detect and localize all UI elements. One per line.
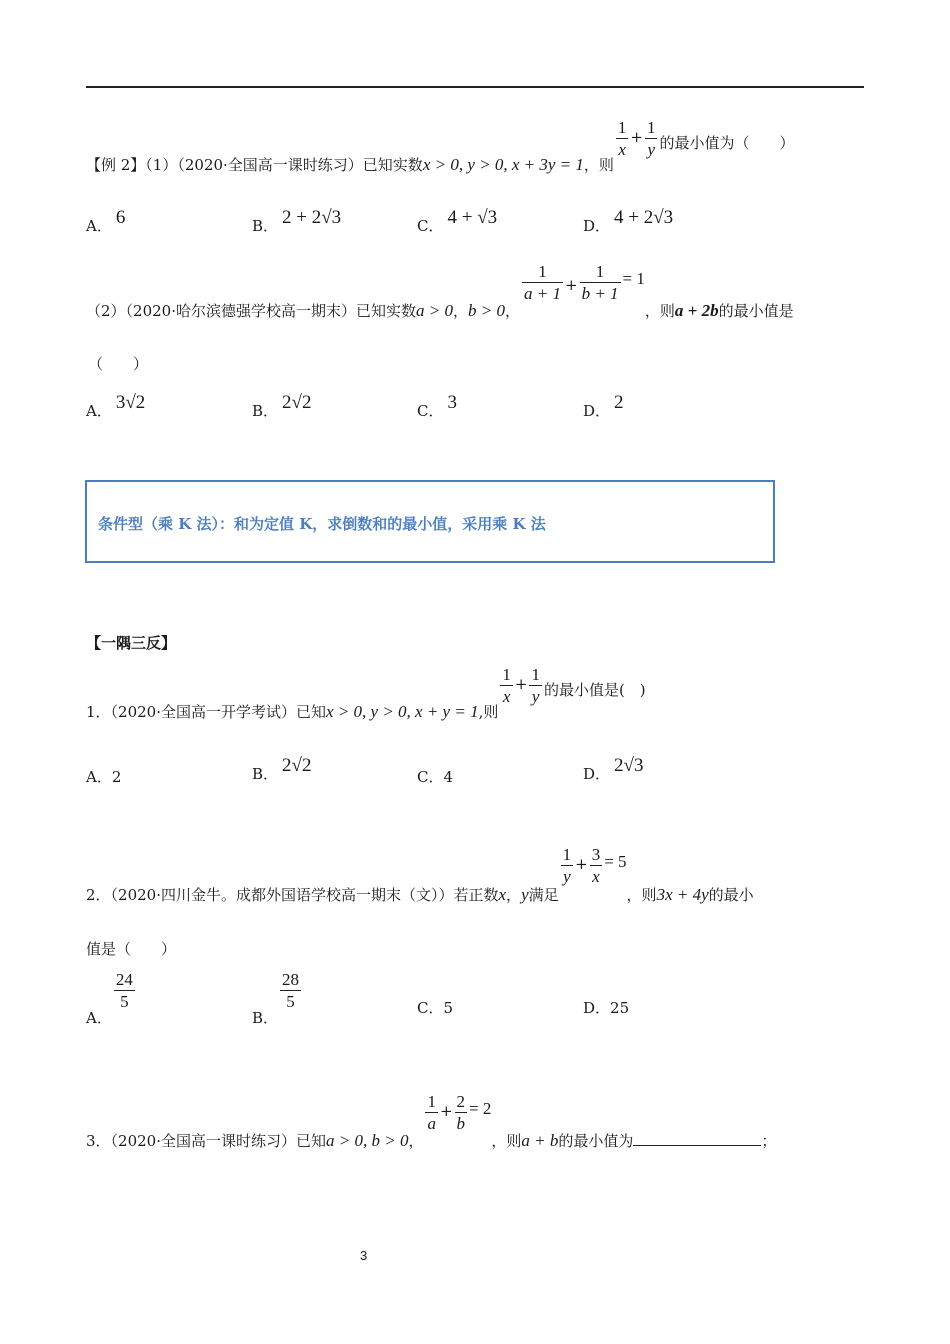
q3-equals-2: = 2 — [469, 1098, 492, 1118]
q2-y: y — [521, 884, 529, 904]
method-callout-text: 条件型（乘 K 法）：和为定值 K，求倒数和的最小值，采用乘 K 法 — [98, 515, 546, 533]
option-b-2: B． 2√2 — [252, 392, 312, 420]
q2-then: ，则 — [626, 885, 657, 904]
equals-1: = 1 — [622, 268, 645, 288]
q2-label: 2．（2020·四川金牛。成都外国语学校高一期末（文））若正数 — [86, 885, 499, 904]
q3-then: ，则 — [491, 1131, 522, 1150]
q3-end: ； — [761, 1131, 777, 1150]
fraction-1-over-b-plus-1: $\frac{1}{b + 1}$ — [581, 262, 619, 303]
q2-fraction-1-over-y: $\frac{1}{y}$ — [562, 845, 572, 886]
tail-text: 的最小值是 — [718, 301, 794, 320]
question-1: 1．（2020·全国高一开学考试）已知x > 0, y > 0, x + y = 1,则 $\frac{1}{x}$ + $\frac{1}{y}$ 的最小值是( ) — [86, 665, 646, 721]
q1-option-d: D． 2√3 — [583, 755, 644, 783]
q2-fraction-3-over-x: $\frac{3}{x}$ — [591, 845, 601, 886]
example2-part1: 【例 2】（1）（2020·全国高一课时练习）已知实数x > 0, y > 0, x + 3y = 1，则 $\frac{1}{x}$ + $\frac{1}{y}$ 的最小值为（ ） — [86, 118, 795, 174]
then-text: ，则 — [644, 301, 675, 320]
answer-paren: （ ） — [88, 355, 149, 373]
option-c: C． 4 + √3 — [417, 207, 498, 235]
answer-blank[interactable] — [633, 1131, 761, 1146]
q3-fraction-2-over-b: $\frac{2}{b}$ — [456, 1092, 466, 1133]
example2-label: 【例 2】（1）（2020·全国高一课时练习）已知实数 — [86, 155, 423, 174]
option-a-2: A． 3√2 — [86, 392, 146, 420]
q1-label: 1．（2020·全国高一开学考试）已知 — [86, 702, 326, 721]
header-rule — [86, 86, 864, 88]
target-expr: a + 2b — [674, 300, 719, 320]
page-number: 3 — [360, 1248, 368, 1263]
fraction-1-over-x: $\frac{1}{x}$ — [617, 118, 627, 159]
q1-option-a: A．2 — [86, 768, 122, 786]
q2-option-a: A． $\frac{24}{5}$ — [86, 970, 133, 1027]
q1-option-c: C．4 — [417, 768, 454, 786]
q1-option-b: B． 2√2 — [252, 755, 312, 783]
q2-option-c: C．5 — [417, 999, 454, 1017]
question-2: 2．（2020·四川金牛。成都外国语学校高一期末（文））若正数x，y满足 $\frac{1}{y}$ + $\frac{3}{x}$ = 5，则3x + 4y的最小 — [86, 845, 754, 904]
q2-option-b: B． $\frac{28}{5}$ — [252, 970, 300, 1027]
q1-tail: 的最小值是( ) — [543, 680, 646, 699]
question-3: 3．（2020·全国高一课时练习）已知a > 0, b > 0， $\frac{1}{a}$ + $\frac{2}{b}$ = 2，则a + b的最小值为 ； — [86, 1092, 777, 1150]
fraction-1-over-a-plus-1: $\frac{1}{a + 1}$ — [524, 262, 561, 303]
q3-label: 3．（2020·全国高一课时练习）已知 — [86, 1131, 326, 1150]
q3-fraction-1-over-a: $\frac{1}{a}$ — [427, 1092, 436, 1133]
q2-option-d: D．25 — [583, 999, 630, 1017]
q2-tail: 的最小 — [708, 885, 754, 904]
text-tail: 的最小值为（ ） — [659, 133, 795, 152]
q1-fraction-1-over-x: $\frac{1}{x}$ — [502, 665, 511, 706]
practice-title: 【一隅三反】 — [86, 634, 177, 652]
option-d-2: D． 2 — [583, 392, 624, 420]
q3-cond: a > 0, b > 0 — [326, 1130, 409, 1150]
option-b: B． 2 + 2√3 — [252, 207, 342, 235]
q2-expr: 3x + 4y — [656, 884, 709, 904]
part2-label: （2）（2020·哈尔滨德强学校高一期末）已知实数 — [86, 301, 416, 320]
fraction-1-over-y: $\frac{1}{y}$ — [646, 118, 656, 159]
q2-equals-5: = 5 — [604, 851, 627, 871]
cond-a: a > 0 — [416, 300, 453, 320]
q2-satisfies: 满足 — [528, 885, 559, 904]
q3-expr: a + b — [521, 1130, 559, 1150]
cond-b: b > 0 — [468, 300, 505, 320]
q3-tail: 的最小值为 — [558, 1131, 634, 1150]
option-c-2: C． 3 — [417, 392, 457, 420]
q1-then: ,则 — [478, 702, 499, 721]
q1-cond: x > 0, y > 0, x + y = 1 — [326, 701, 479, 721]
q1-fraction-1-over-y: $\frac{1}{y}$ — [531, 665, 540, 706]
q2-line2: 值是（ ） — [86, 940, 177, 958]
q2-x: x — [498, 884, 507, 904]
option-d: D． 4 + 2√3 — [583, 207, 674, 235]
option-a: A． 6 — [86, 207, 126, 235]
example2-part2: （2）（2020·哈尔滨德强学校高一期末）已知实数a > 0，b > 0， $\frac{1}{a + 1}$ + $\frac{1}{b + 1}$ = 1，则a + 2b的最小值是 — [86, 262, 794, 320]
condition-math: x > 0, y > 0, x + 3y = 1 — [422, 154, 584, 174]
text-then: ，则 — [583, 155, 614, 174]
